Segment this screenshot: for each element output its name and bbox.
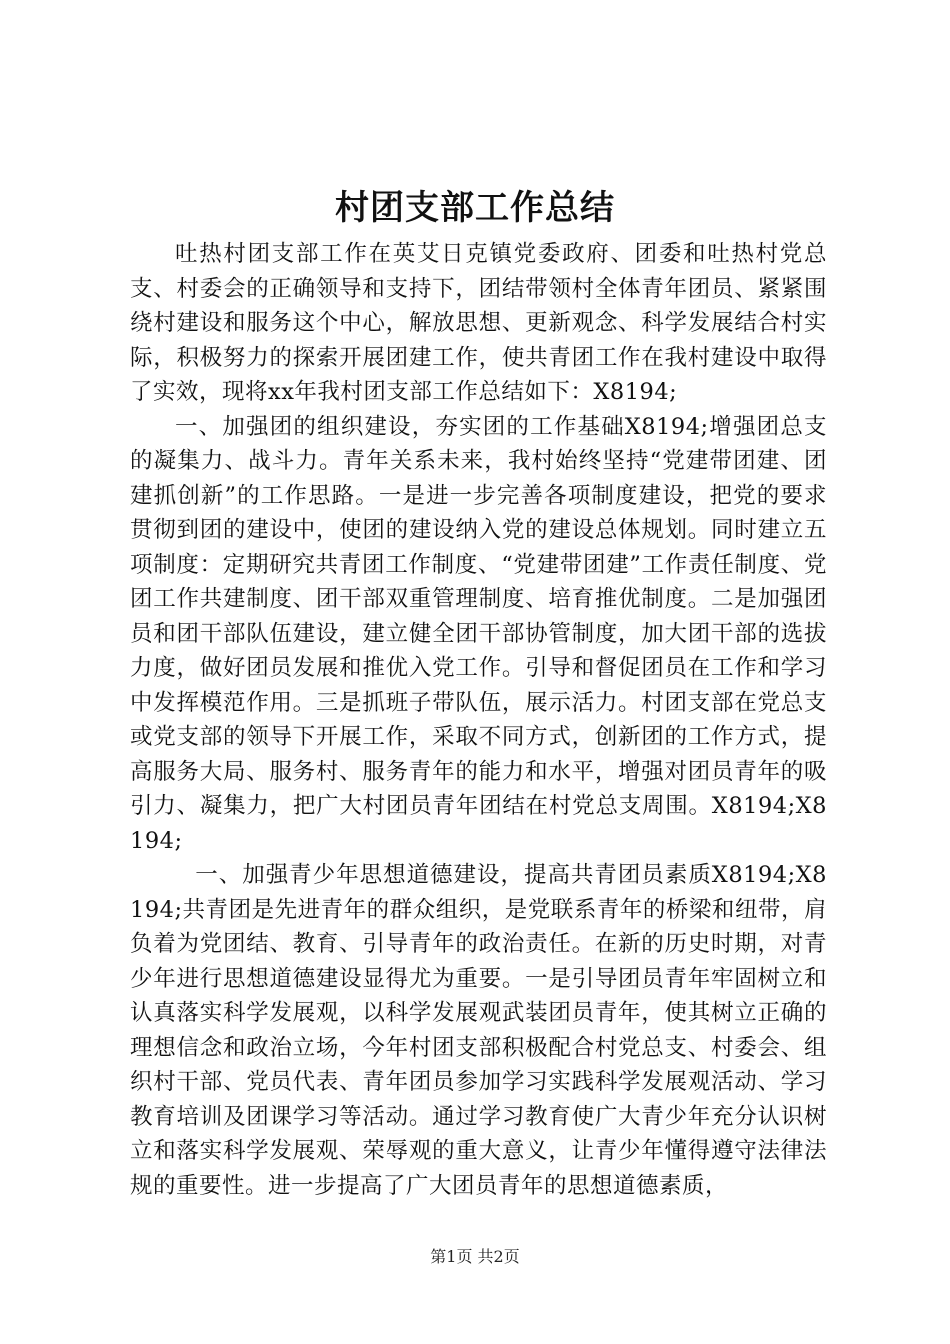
document-body [130, 237, 827, 1203]
paragraph-moral-education: 一、加强青少年思想道德建设，提高共青团员素质X8194;X8194;共青团是先进青年的群众组织，是党联系青年的桥梁和纽带，肩负着为党团结、教育、引导青年的政治责任。在新的历史时期，对青少年进行思想道德建设显得尤为重要。一是引导团员青年牢固树立和认真落实科学发展观，以科学发展观武装团员青年，使其树立正确的理想信念和政治立场，今年村团支部积极配合村党总支、村委会、组织村干部、党员代表、青年团员参加学习实践科学发展观活动、学习教育培训及团课学习等活动。通过学习教育使广大青少年充分认识树立和落实科学发展观、荣辱观的重大意义，让青少年懂得遵守法律法规的重要性。进一步提高了广大团员青年的思想道德素质， [130, 862, 827, 1199]
page-number-footer: 第1页 共2页 [430, 1247, 520, 1266]
document-title: 村团支部工作总结 [335, 188, 615, 228]
paragraph-intro: 吐热村团支部工作在英艾日克镇党委政府、团委和吐热村党总支、村委会的正确领导和支持下，团结带领村全体青年团员、紧紧围绕村建设和服务这个中心，解放思想、更新观念、科学发展结合村实际，积极努力的探索开展团建工作，使共青团工作在我村建设中取得了实效，现将xx年我村团支部工作总结如下：X8194; [130, 241, 827, 405]
paragraph-organization: 一、加强团的组织建设，夯实团的工作基础X8194;增强团总支的凝集力、战斗力。青年关系未来，我村始终坚持“党建带团建、团建抓创新”的工作思路。一是进一步完善各项制度建设，把党的要求贯彻到团的建设中，使团的建设纳入党的建设总体规划。同时建立五项制度：定期研究共青团工作制度、“党建带团建”工作责任制度、党团工作共建制度、团干部双重管理制度、培育推优制度。二是加强团员和团干部队伍建设，建立健全团干部协管制度，加大团干部的选拔力度，做好团员发展和推优入党工作。引导和督促团员在工作和学习中发挥模范作用。三是抓班子带队伍，展示活力。村团支部在党总支或党支部的领导下开展工作，采取不同方式，创新团的工作方式，提高服务大局、服务村、服务青年的能力和水平，增强对团员青年的吸引力、凝集力，把广大村团员青年团结在村党总支周围。X8194;X8194; [130, 413, 827, 854]
